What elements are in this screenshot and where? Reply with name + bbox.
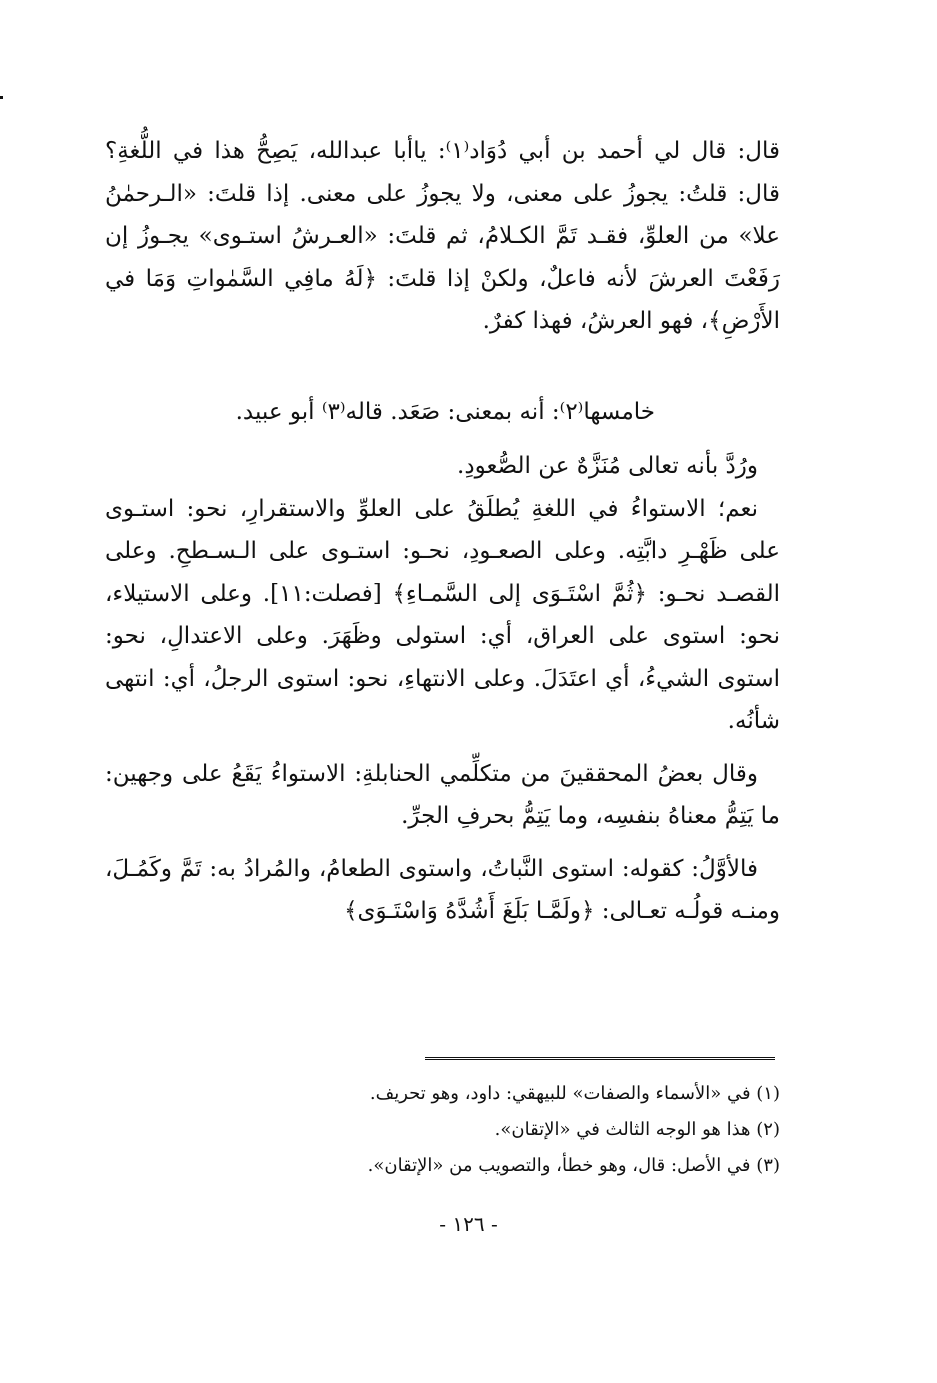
footnote-separator [425, 1057, 775, 1060]
footnote-1: (١) في «الأسماء والصفات» للبيهقي: داود، وهو تحريف. [369, 1083, 780, 1104]
paragraph-4: نعم؛ الاستواءُ في اللغةِ يُطلَقُ على العلوِّ والاستقرارِ، نحو: استـوى على ظَهْـرِ دابَّتِه. وعلى الصعـودِ، نحـو: استـوى على الـسـطحِ. وعلى القصـد نحـو: ﴿ثُمَّ اسْتَـوَى إلى السَّمـاءِ﴾ [فصلت:١١]. وعلى الاستيلاء، نحو: استوى على العراق، أي: استولى وظَهَرَ. وعلى الاعتدالِ، نحو: استوى الشيءُ، أي اعتَدَلَ. وعلى الانتهاءِ، نحو: استوى الرجلُ، أي: انتهى شأنُه. [105, 495, 780, 734]
page-body [105, 130, 780, 933]
paragraph-6: فالأوَّلُ: كقوله: استوى النَّباتُ، واستوى الطعامُ، والمُرادُ به: تَمَّ وكَمُـلَ، ومنـه قولُـه تعـالى: ﴿ولَمَّـا بَلَغَ أَشُدَّهُ وَاسْتَـوَى﴾ [105, 855, 780, 924]
footnotes [105, 1076, 780, 1184]
page-number: - ١٢٦ - [439, 1212, 498, 1236]
paragraph-2: خامسها⁽٢⁾: أنه بمعنى: صَعَد. قاله⁽٣⁾ أبو عبيد. [235, 398, 655, 425]
paragraph-3: ورُدَّ بأنه تعالى مُنَزَّهٌ عن الصُّعودِ. [457, 453, 758, 479]
paragraph-1: قال: قال لي أحمد بن أبي دُوَاد⁽١⁾: ياأبا عبدالله، يَصِحُّ هذا في اللُّغةِ؟ قال: قلتُ: يجوزُ على معنى، ولا يجوزُ على معنى. إذا قلتَ: «الـرحمٰنُ علا» من العلوِّ، فقـد تَمَّ الكـلامُ، ثم قلتَ: «العـرشُ استـوى» يجـوزُ إن رَفَعْتَ العرشَ لأنه فاعلٌ، ولكنْ إذا قلتَ: ﴿لَهُ مافِي السَّمٰواتِ وَمَا في الأَرْضِ﴾، فهو العرشُ، فهذا كفرٌ. [105, 138, 781, 334]
scan-edge-mark [0, 96, 3, 99]
footnote-3: (٣) في الأصل: قال، وهو خطأ، والتصويب من «الإتقان». [367, 1155, 780, 1176]
paragraph-5: وقال بعضُ المحققينَ من متكلِّمي الحنابلةِ: الاستواءُ يَقَعُ على وجهين: ما يَتِمُّ معناهُ بنفسِه، وما يَتِمُّ بحرفِ الجرِّ. [105, 760, 780, 829]
footnote-2: (٢) هذا هو الوجه الثالث في «الإتقان». [494, 1119, 780, 1140]
